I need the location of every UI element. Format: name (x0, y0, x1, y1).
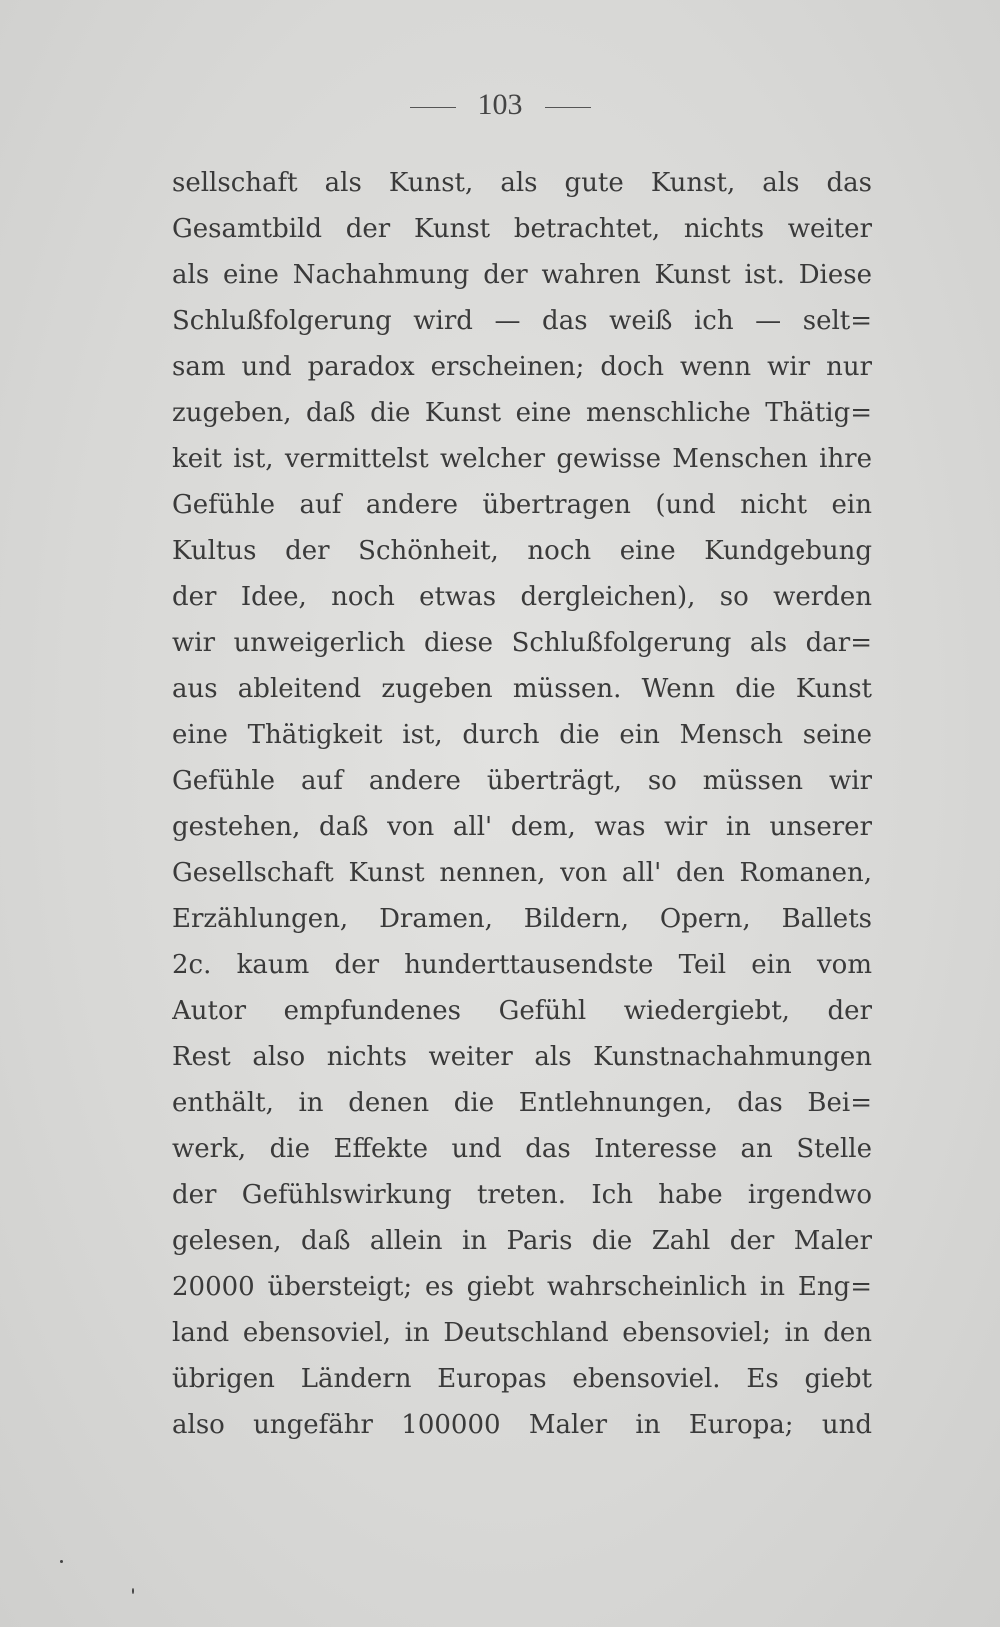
text-line: Autor empfundenes Gefühl wiedergiebt, der (172, 996, 872, 1026)
text-line: sam und paradox erscheinen; doch wenn wir nur (172, 352, 872, 382)
text-line: wir unweigerlich diese Schlußfolgerung als dar= (172, 628, 872, 658)
text-line: 20000 übersteigt; es giebt wahrscheinlich in Eng= (172, 1272, 872, 1302)
text-line: gelesen, daß allein in Paris die Zahl der Maler (172, 1226, 872, 1256)
text-line: Kultus der Schönheit, noch eine Kundgebung (172, 536, 872, 566)
text-line: keit ist, vermittelst welcher gewisse Menschen ihre (172, 444, 872, 474)
text-line: Gefühle auf andere übertragen (und nicht ein (172, 490, 872, 520)
paper-speck (60, 1560, 63, 1563)
text-line: 2c. kaum der hunderttausendste Teil ein vom (172, 950, 872, 980)
text-line: gestehen, daß von all' dem, was wir in unserer (172, 812, 872, 842)
text-line: also ungefähr 100000 Maler in Europa; und (172, 1410, 872, 1440)
text-line: enthält, in denen die Entlehnungen, das Bei= (172, 1088, 872, 1118)
text-line: der Gefühlswirkung treten. Ich habe irgendwo (172, 1180, 872, 1210)
page-header (0, 88, 1000, 122)
text-line: Rest also nichts weiter als Kunstnachahmungen (172, 1042, 872, 1072)
text-line: sellschaft als Kunst, als gute Kunst, als das (172, 168, 872, 198)
text-line: land ebensoviel, in Deutschland ebensoviel; in den (172, 1318, 872, 1348)
text-line: aus ableitend zugeben müssen. Wenn die Kunst (172, 674, 872, 704)
text-line: Schlußfolgerung wird — das weiß ich — selt= (172, 306, 872, 336)
text-line: zugeben, daß die Kunst eine menschliche Thätig= (172, 398, 872, 428)
text-line: Gesellschaft Kunst nennen, von all' den Romanen, (172, 858, 872, 888)
text-line: Erzählungen, Dramen, Bildern, Opern, Ballets (172, 904, 872, 934)
text-line: werk, die Effekte und das Interesse an Stelle (172, 1134, 872, 1164)
text-line: eine Thätigkeit ist, durch die ein Mensch seine (172, 720, 872, 750)
header-dash-left (410, 107, 456, 108)
header-dash-right (545, 107, 591, 108)
text-line: Gesamtbild der Kunst betrachtet, nichts weiter (172, 214, 872, 244)
page-number: 103 (477, 88, 523, 121)
body-text (172, 160, 872, 1448)
text-line: der Idee, noch etwas dergleichen), so werden (172, 582, 872, 612)
text-line: Gefühle auf andere überträgt, so müssen wir (172, 766, 872, 796)
paper-speck (132, 1588, 134, 1594)
text-line: übrigen Ländern Europas ebensoviel. Es giebt (172, 1364, 872, 1394)
text-line: als eine Nachahmung der wahren Kunst ist. Diese (172, 260, 872, 290)
